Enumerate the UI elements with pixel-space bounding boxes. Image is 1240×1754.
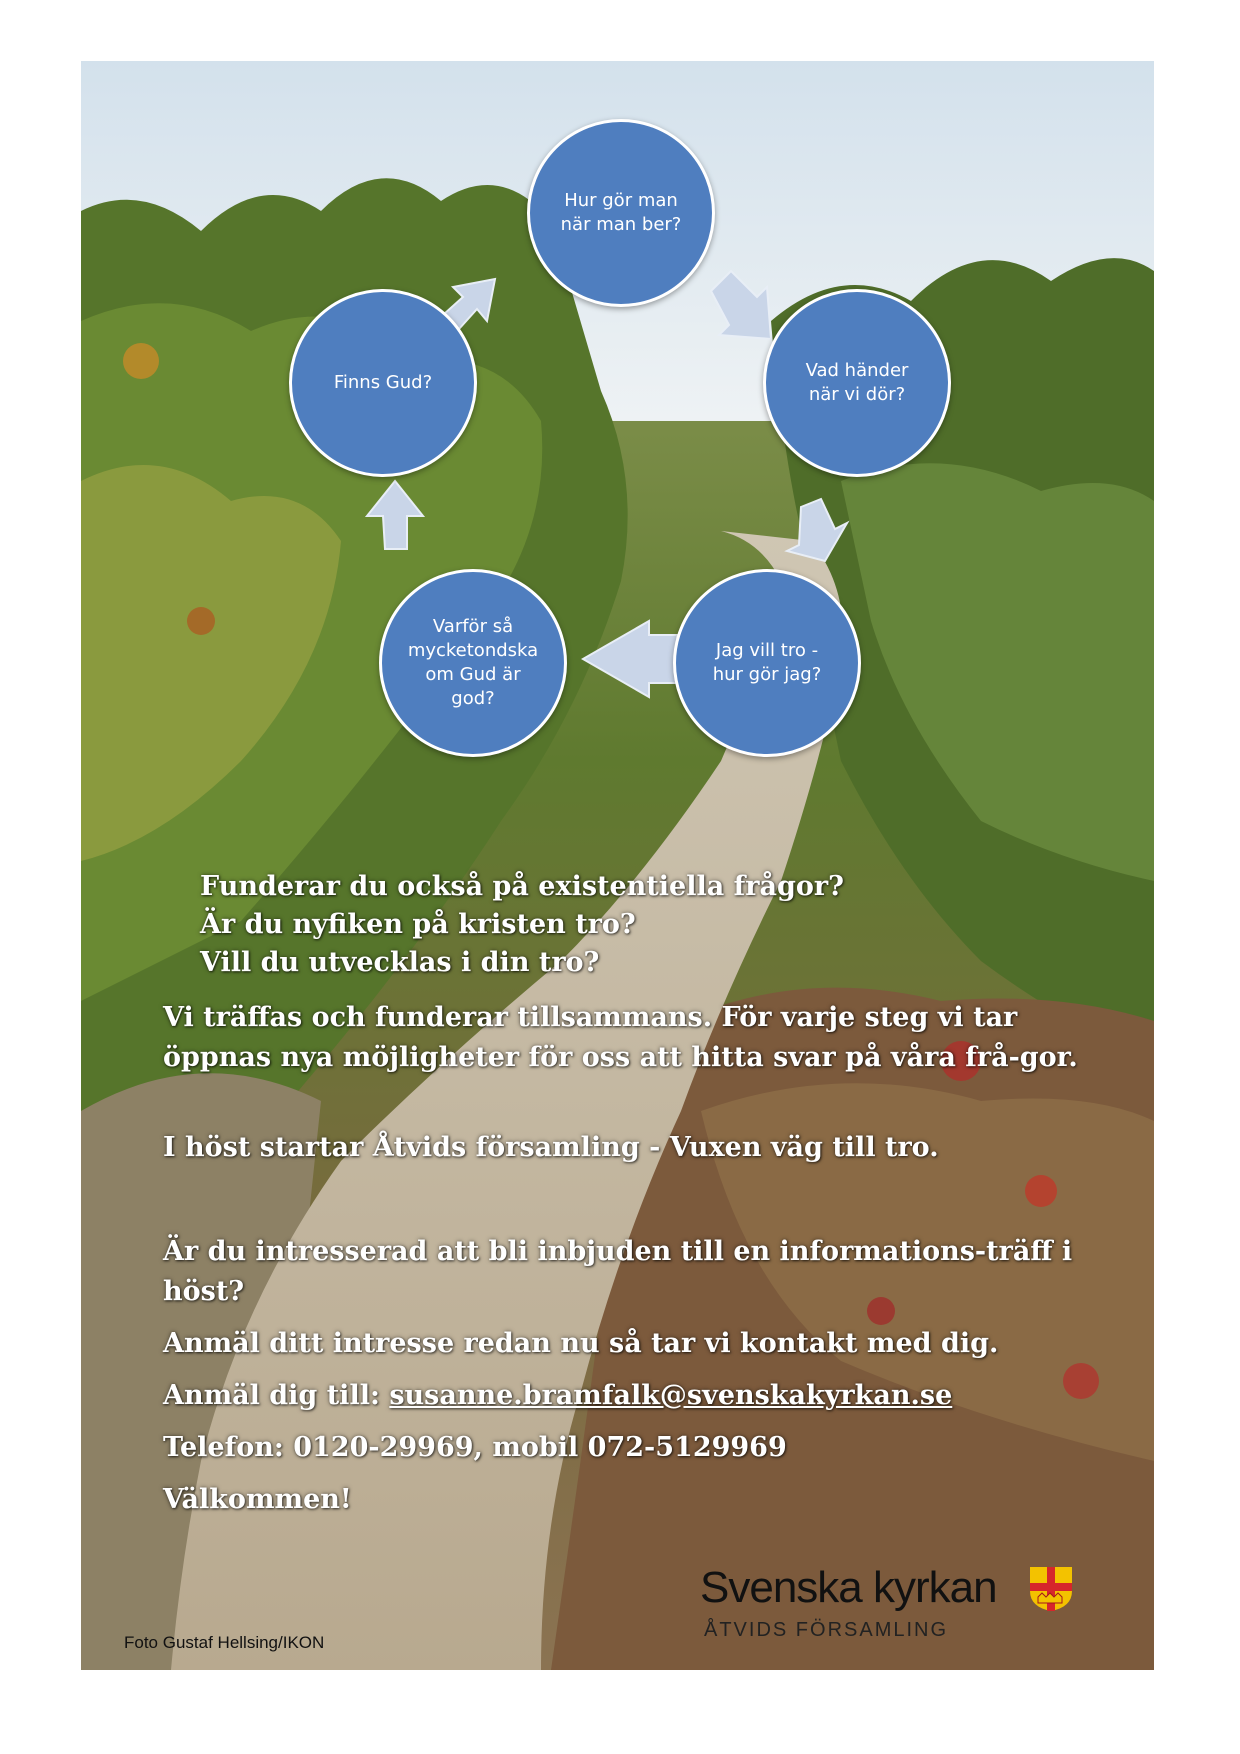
church-shield-icon — [1028, 1565, 1074, 1613]
arrow-down-left-icon — [787, 499, 847, 561]
logo-parish: ÅTVIDS FÖRSAMLING — [704, 1619, 949, 1641]
email-link[interactable]: susanne.bramfalk@svenskakyrkan.se — [389, 1380, 953, 1411]
intro-paragraph: Vi träffas och funderar tillsammans. För varje steg vi tar öppnas nya möjligheter för oss att hitta svar på våra frå-gor. — [163, 1002, 1078, 1073]
phone-line: Telefon: 0120-29969, mobil 072-5129969 — [163, 1432, 787, 1463]
welcome-text: Välkommen! — [163, 1484, 352, 1515]
arrow-left-icon — [583, 621, 677, 697]
svenska-kyrkan-logo — [700, 1563, 1100, 1653]
cycle-node-prayer: Hur gör man när man ber? — [527, 119, 715, 307]
cycle-diagram — [81, 61, 1154, 781]
question-curious: Är du nyfiken på kristen tro? — [200, 909, 636, 940]
cycle-node-believe: Jag vill tro - hur gör jag? — [673, 569, 861, 757]
interest-question: Är du intresserad att bli inbjuden till en informations-träff i höst? — [163, 1236, 1073, 1307]
cycle-node-god: Finns Gud? — [289, 289, 477, 477]
contact-prefix: Anmäl dig till: — [163, 1380, 390, 1411]
cycle-node-evil: Varför så mycketondska om Gud är god? — [379, 569, 567, 757]
logo-name: Svenska kyrkan — [700, 1563, 997, 1612]
question-grow: Vill du utvecklas i din tro? — [200, 947, 600, 978]
arrow-up-icon — [367, 481, 423, 549]
question-existential: Funderar du också på existentiella frågor? — [200, 871, 844, 902]
register-text: Anmäl ditt intresse redan nu så tar vi kontakt med dig. — [163, 1328, 999, 1359]
start-announcement: I höst startar Åtvids församling - Vuxen väg till tro. — [163, 1132, 939, 1163]
cycle-node-death: Vad händer när vi dör? — [763, 289, 951, 477]
photo-credit: Foto Gustaf Hellsing/IKON — [124, 1633, 325, 1652]
arrow-right-down-icon — [711, 271, 771, 339]
contact-line — [163, 1376, 1123, 1416]
